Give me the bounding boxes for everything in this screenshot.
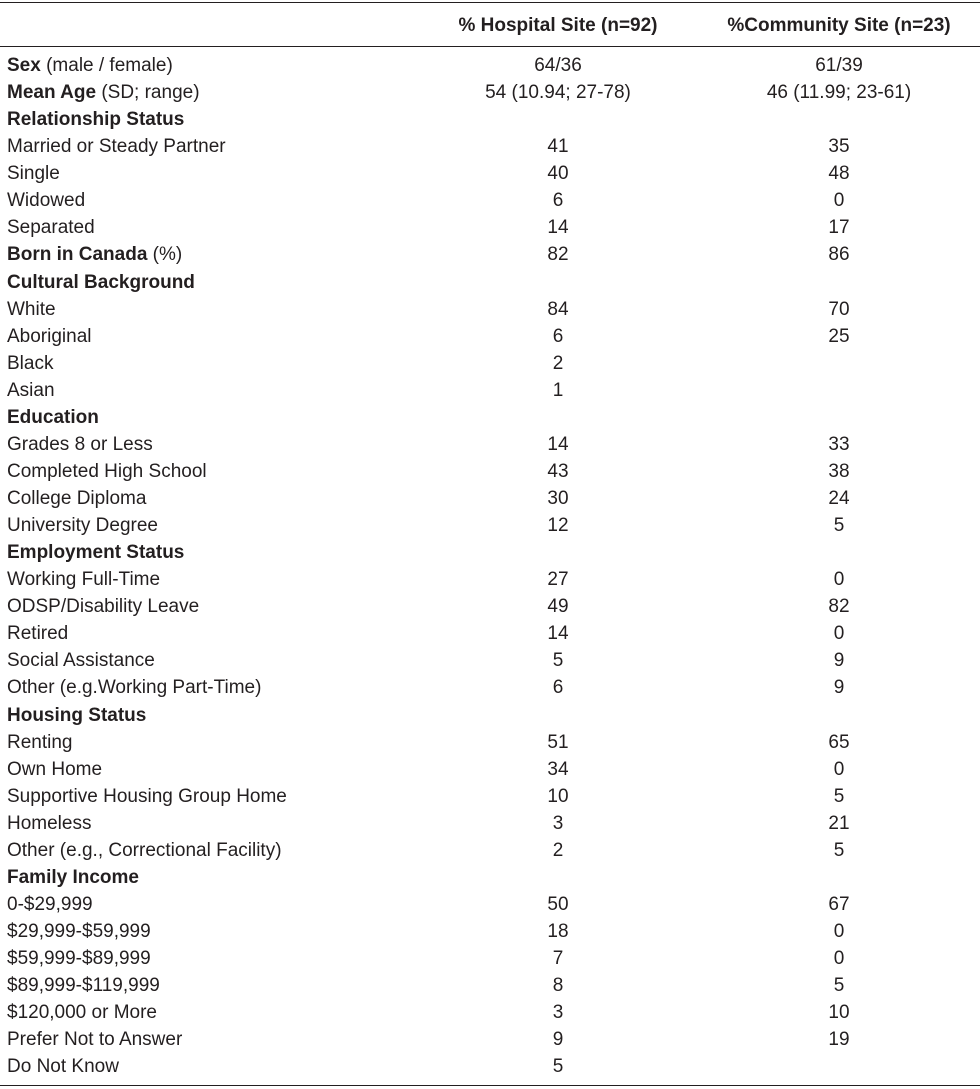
community-site-value: 9 (833, 650, 845, 672)
table-row (0, 512, 980, 539)
hospital-site-value: 14 (547, 217, 569, 239)
community-site-value: 82 (828, 596, 850, 618)
community-site-value: 19 (828, 1029, 850, 1051)
table-row (0, 783, 980, 810)
row-label-text: $89,999-$119,999 (7, 975, 160, 997)
row-label (7, 52, 173, 79)
row-label-text: 0-$29,999 (7, 893, 93, 915)
row-label-text: Black (7, 352, 54, 374)
row-label-text: Other (e.g.Working Part-Time) (7, 677, 262, 699)
table-row (0, 458, 980, 485)
hospital-site-value: 84 (547, 298, 569, 320)
hospital-site-value: 14 (547, 623, 569, 645)
row-label (7, 106, 184, 133)
community-site-value: 24 (828, 488, 850, 509)
table-row (0, 810, 980, 837)
table-row (0, 160, 980, 187)
table-row (0, 323, 980, 350)
hospital-site-value: 3 (552, 1002, 564, 1024)
hospital-site-value: 49 (547, 596, 569, 618)
table-row (0, 620, 980, 647)
community-site-value: 0 (833, 623, 845, 645)
community-site-value: 5 (833, 515, 845, 537)
community-site-value: 0 (833, 190, 845, 212)
community-site-value: 61/39 (815, 55, 863, 76)
hospital-site-value: 34 (547, 758, 569, 780)
hospital-site-value: 82 (547, 244, 569, 266)
community-site-value: 65 (828, 731, 850, 753)
community-site-value: 5 (833, 785, 845, 807)
community-site-value: 25 (828, 325, 850, 347)
row-label (7, 377, 55, 404)
table-row (0, 404, 980, 431)
community-site-value: 0 (833, 758, 845, 780)
row-label (7, 620, 68, 647)
table-row (0, 729, 980, 756)
hospital-site-value: 6 (552, 325, 564, 347)
row-label-text: Working Full-Time (7, 569, 161, 591)
column-header-hospital-site: % Hospital Site (n=92) (458, 15, 658, 36)
row-label (7, 133, 226, 160)
row-label-text: Renting (7, 731, 73, 753)
community-site-value: 0 (833, 569, 845, 591)
hospital-site-value: 5 (552, 1056, 564, 1078)
row-label (7, 512, 158, 539)
hospital-site-value: 43 (547, 460, 569, 482)
row-label-text: (SD; range) (96, 82, 200, 104)
row-label-text: (male / female) (40, 55, 173, 76)
row-label (7, 566, 160, 593)
row-label (7, 864, 139, 891)
row-label-text: Single (7, 163, 60, 185)
table-row (0, 187, 980, 214)
table-row (0, 864, 980, 891)
row-label-text: Separated (7, 217, 95, 239)
row-label-text: Married or Steady Partner (7, 136, 226, 158)
hospital-site-value: 5 (552, 650, 564, 672)
table-bottom-rule (0, 1085, 980, 1086)
row-label-bold: Education (7, 406, 99, 428)
row-label-text: ODSP/Disability Leave (7, 596, 200, 618)
table-row (0, 1053, 980, 1080)
row-label (7, 269, 195, 296)
row-label-bold: Born in Canada (7, 244, 148, 266)
row-label-text: Prefer Not to Answer (7, 1029, 183, 1051)
hospital-site-value: 9 (552, 1029, 564, 1051)
table-row (0, 52, 980, 79)
community-site-value: 70 (828, 298, 850, 320)
row-label-bold: Mean Age (7, 82, 97, 104)
row-label-bold: Cultural Background (7, 271, 195, 293)
row-label (7, 783, 287, 810)
hospital-site-value: 1 (552, 379, 564, 401)
community-site-value: 17 (828, 217, 850, 239)
row-label (7, 160, 60, 187)
hospital-site-value: 10 (547, 785, 569, 807)
table-row (0, 431, 980, 458)
community-site-value: 5 (833, 975, 845, 997)
row-label-bold: Employment Status (7, 542, 185, 564)
community-site-value: 5 (833, 839, 845, 861)
row-label-text: Other (e.g., Correctional Facility) (7, 839, 282, 861)
hospital-site-value: 8 (552, 975, 564, 997)
row-label (7, 837, 282, 864)
row-label (7, 1026, 182, 1053)
row-label-text: $29,999-$59,999 (7, 921, 151, 942)
row-label (7, 539, 184, 566)
row-label-bold: Housing Status (7, 704, 147, 726)
row-label (7, 702, 146, 729)
row-label (7, 431, 153, 458)
row-label-text: Aboriginal (7, 325, 92, 347)
row-label (7, 647, 155, 674)
community-site-value: 9 (833, 677, 845, 699)
row-label-text: $59,999-$89,999 (7, 948, 151, 970)
table-body (0, 52, 980, 1080)
row-label-bold: Sex (7, 55, 41, 76)
hospital-site-value: 41 (547, 136, 569, 158)
community-site-value: 46 (11.99; 23-61) (766, 82, 912, 104)
hospital-site-value: 14 (547, 433, 569, 455)
community-site-value: 67 (828, 893, 850, 915)
hospital-site-value: 40 (547, 163, 569, 185)
table-row (0, 539, 980, 566)
table-row (0, 945, 980, 972)
hospital-site-value: 6 (552, 190, 564, 212)
row-label-bold: Relationship Status (7, 109, 185, 131)
row-label (7, 810, 91, 837)
table-row (0, 296, 980, 323)
row-label (7, 756, 102, 783)
row-label (7, 945, 151, 972)
table-row (0, 269, 980, 296)
row-label (7, 485, 146, 512)
community-site-value: 10 (828, 1002, 850, 1024)
community-site-value: 21 (828, 812, 850, 834)
row-label-text: Social Assistance (7, 650, 155, 672)
row-label (7, 79, 200, 106)
table-row (0, 566, 980, 593)
table-row (0, 972, 980, 999)
row-label-text: Grades 8 or Less (7, 433, 153, 455)
column-header-community-site: %Community Site (n=23) (727, 15, 951, 36)
row-label-text: (%) (147, 244, 183, 266)
row-label-text: Retired (7, 623, 69, 645)
table-row (0, 485, 980, 512)
table-row (0, 837, 980, 864)
hospital-site-value: 7 (552, 948, 564, 970)
row-label-text: Widowed (7, 190, 86, 212)
row-label (7, 404, 99, 431)
community-site-value: 0 (833, 921, 845, 942)
row-label (7, 674, 261, 701)
table-row (0, 891, 980, 918)
row-label (7, 999, 157, 1026)
table-row (0, 1026, 980, 1053)
table-row (0, 133, 980, 160)
table-row (0, 377, 980, 404)
community-site-value: 48 (828, 163, 850, 185)
row-label (7, 891, 93, 918)
row-label-text: College Diploma (7, 488, 147, 509)
table-row (0, 999, 980, 1026)
hospital-site-value: 27 (547, 569, 569, 591)
row-label-text: Do Not Know (7, 1056, 119, 1078)
table-row (0, 106, 980, 133)
table-row (0, 214, 980, 241)
row-label-text: $120,000 or More (7, 1002, 157, 1024)
row-label-text: White (7, 298, 56, 320)
hospital-site-value: 64/36 (534, 55, 582, 76)
row-label (7, 972, 160, 999)
row-label (7, 187, 85, 214)
row-label-text: Supportive Housing Group Home (7, 785, 287, 807)
row-label-text: Asian (7, 379, 55, 401)
header-rule (0, 46, 980, 47)
community-site-value: 0 (833, 948, 845, 970)
table-row (0, 674, 980, 701)
row-label (7, 1053, 119, 1080)
row-label (7, 350, 53, 377)
row-label (7, 458, 207, 485)
table-header (0, 9, 980, 43)
row-label-text: University Degree (7, 515, 158, 537)
row-label (7, 296, 56, 323)
hospital-site-value: 12 (547, 515, 569, 537)
table-row (0, 702, 980, 729)
row-label (7, 323, 92, 350)
hospital-site-value: 30 (547, 488, 569, 509)
table-row (0, 918, 980, 945)
table-row (0, 350, 980, 377)
hospital-site-value: 54 (10.94; 27-78) (485, 82, 631, 104)
row-label-bold: Family Income (7, 866, 139, 888)
table-row (0, 756, 980, 783)
table-row (0, 593, 980, 620)
row-label (7, 918, 151, 945)
community-site-value: 35 (828, 136, 850, 158)
row-label-text: Completed High School (7, 460, 207, 482)
table-row (0, 241, 980, 268)
table-row (0, 647, 980, 674)
row-label (7, 593, 199, 620)
row-label (7, 241, 182, 268)
hospital-site-value: 3 (552, 812, 564, 834)
community-site-value: 86 (828, 244, 850, 266)
row-label (7, 729, 73, 756)
hospital-site-value: 18 (547, 921, 569, 942)
hospital-site-value: 6 (552, 677, 564, 699)
community-site-value: 38 (828, 460, 850, 482)
hospital-site-value: 2 (552, 839, 564, 861)
table-top-rule (0, 2, 980, 3)
row-label-text: Own Home (7, 758, 103, 780)
table-row (0, 79, 980, 106)
hospital-site-value: 50 (547, 893, 569, 915)
community-site-value: 33 (828, 433, 850, 455)
hospital-site-value: 2 (552, 352, 564, 374)
hospital-site-value: 51 (547, 731, 569, 753)
row-label-text: Homeless (7, 812, 92, 834)
row-label (7, 214, 95, 241)
